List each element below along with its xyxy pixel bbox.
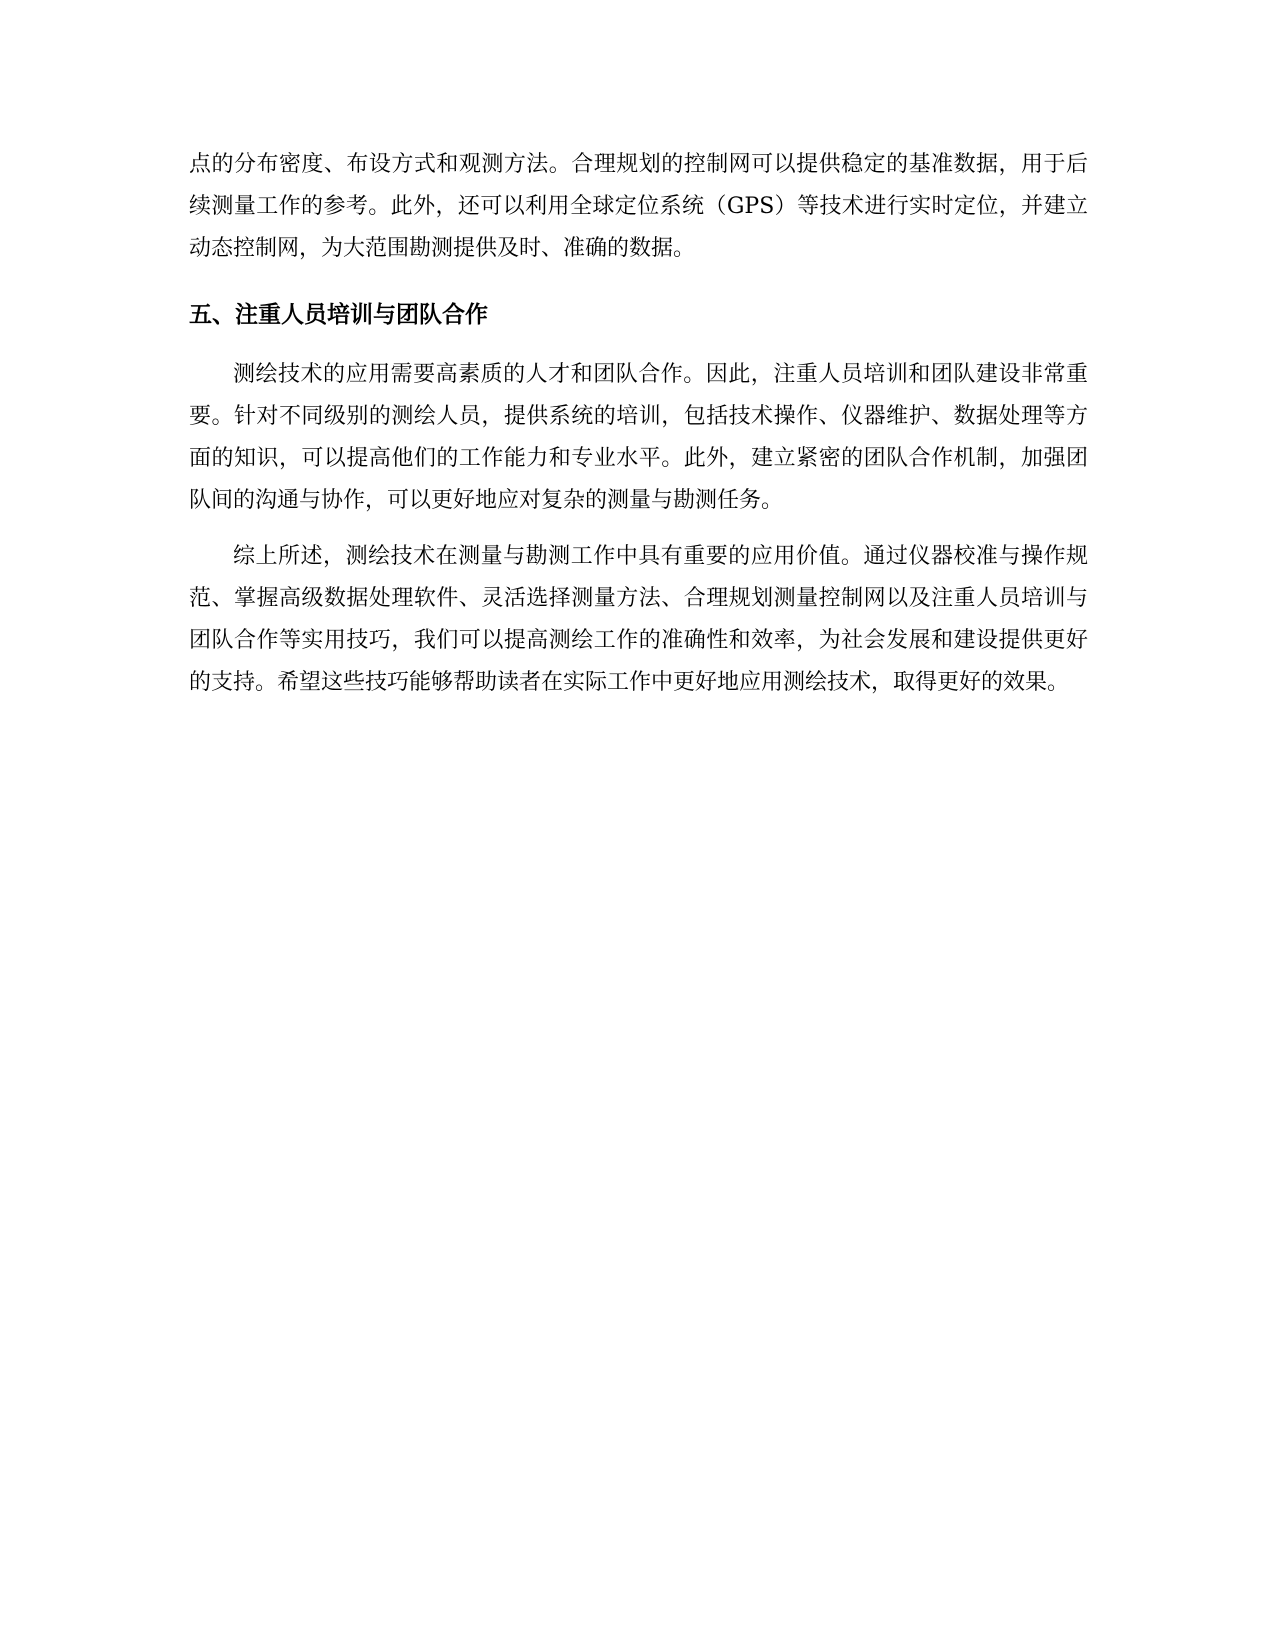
continued-paragraph: 点的分布密度、布设方式和观测方法。合理规划的控制网可以提供稳定的基准数据，用于后续测量工作的参考。此外，还可以利用全球定位系统（GPS）等技术进行实时定位，并建立动态控制网，为大范围勘测提供及时、准确的数据。: [189, 152, 1088, 261]
paragraph-spacer: [189, 522, 1088, 536]
document-page: [189, 144, 1088, 704]
section-heading: 五、注重人员培训与团队合作: [189, 302, 488, 328]
conclusion-paragraph: 综上所述，测绘技术在测量与勘测工作中具有重要的应用价值。通过仪器校准与操作规范、掌握高级数据处理软件、灵活选择测量方法、合理规划测量控制网以及注重人员培训与团队合作等实用技巧，我们可以提高测绘工作的准确性和效率，为社会发展和建设提供更好的支持。希望这些技巧能够帮助读者在实际工作中更好地应用测绘技术，取得更好的效果。: [189, 544, 1088, 695]
section-paragraph: 测绘技术的应用需要高素质的人才和团队合作。因此，注重人员培训和团队建设非常重要。针对不同级别的测绘人员，提供系统的培训，包括技术操作、仪器维护、数据处理等方面的知识，可以提高他们的工作能力和专业水平。此外，建立紧密的团队合作机制，加强团队间的沟通与协作，可以更好地应对复杂的测量与勘测任务。: [189, 362, 1088, 513]
